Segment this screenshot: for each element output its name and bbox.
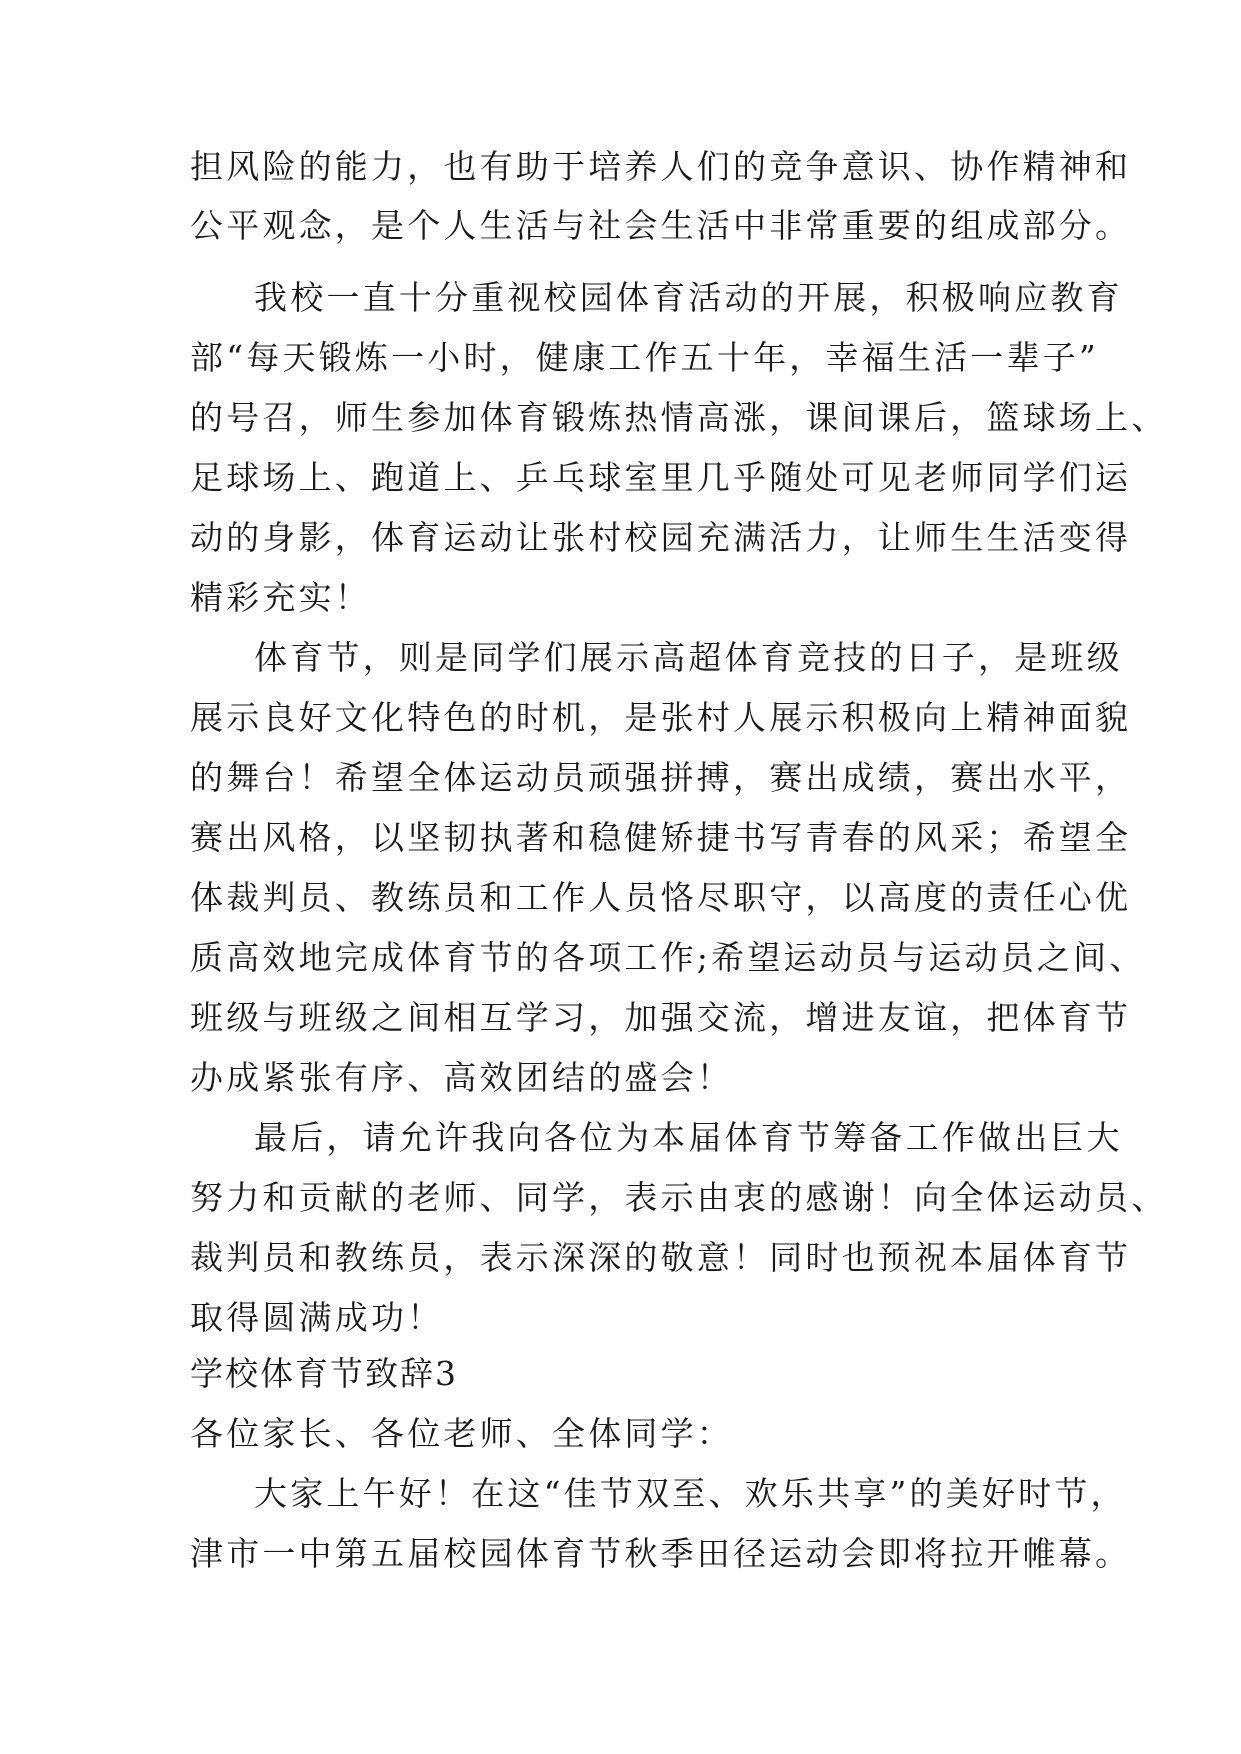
text-line: 体裁判员、教练员和工作人员恪尽职守，以高度的责任心优 bbox=[190, 878, 1132, 917]
paragraph-start-line: 我校一直十分重视校园体育活动的开展，积极响应教育 bbox=[254, 278, 1123, 317]
text-line: 赛出风格，以坚韧执著和稳健矫捷书写青春的风采；希望全 bbox=[190, 818, 1132, 857]
text-line: 班级与班级之间相互学习，加强交流，增进友谊，把体育节 bbox=[190, 998, 1132, 1037]
paragraph-start-line: 体育节，则是同学们展示高超体育竞技的日子，是班级 bbox=[254, 638, 1123, 677]
text-line: 的舞台！希望全体运动员顽强拼搏，赛出成绩，赛出水平， bbox=[190, 758, 1132, 797]
text-line: 质高效地完成体育节的各项工作;希望运动员与运动员之间、 bbox=[190, 938, 1146, 977]
text-line: 担风险的能力，也有助于培养人们的竞争意识、协作精神和 bbox=[190, 147, 1132, 186]
text-line: 裁判员和教练员，表示深深的敬意！同时也预祝本届体育节 bbox=[190, 1238, 1132, 1277]
text-line: 展示良好文化特色的时机，是张村人展示积极向上精神面貌 bbox=[190, 698, 1132, 737]
section-heading: 学校体育节致辞3 bbox=[190, 1354, 458, 1393]
text-line: 取得圆满成功！ bbox=[190, 1298, 444, 1337]
salutation-line: 各位家长、各位老师、全体同学： bbox=[190, 1414, 733, 1453]
paragraph-start-line: 最后，请允许我向各位为本届体育节筹备工作做出巨大 bbox=[254, 1118, 1123, 1157]
text-line: 精彩充实！ bbox=[190, 578, 371, 617]
text-line: 办成紧张有序、高效团结的盛会！ bbox=[190, 1058, 733, 1097]
text-line: 公平观念，是个人生活与社会生活中非常重要的组成部分。 bbox=[190, 206, 1132, 245]
text-line: 足球场上、跑道上、乒乓球室里几乎随处可见老师同学们运 bbox=[190, 458, 1132, 497]
text-line: 部“每天锻炼一小时，健康工作五十年，幸福生活一辈子” bbox=[190, 338, 1099, 377]
text-line: 努力和贡献的老师、同学，表示由衷的感谢！向全体运动员、 bbox=[190, 1178, 1168, 1217]
paragraph-start-line: 大家上午好！在这“佳节双至、欢乐共享”的美好时节， bbox=[254, 1474, 1127, 1513]
text-line: 的号召，师生参加体育锻炼热情高涨，课间课后，篮球场上、 bbox=[190, 398, 1168, 437]
text-line: 动的身影，体育运动让张村校园充满活力，让师生生活变得 bbox=[190, 518, 1132, 557]
text-line: 津市一中第五届校园体育节秋季田径运动会即将拉开帷幕。 bbox=[190, 1534, 1132, 1573]
